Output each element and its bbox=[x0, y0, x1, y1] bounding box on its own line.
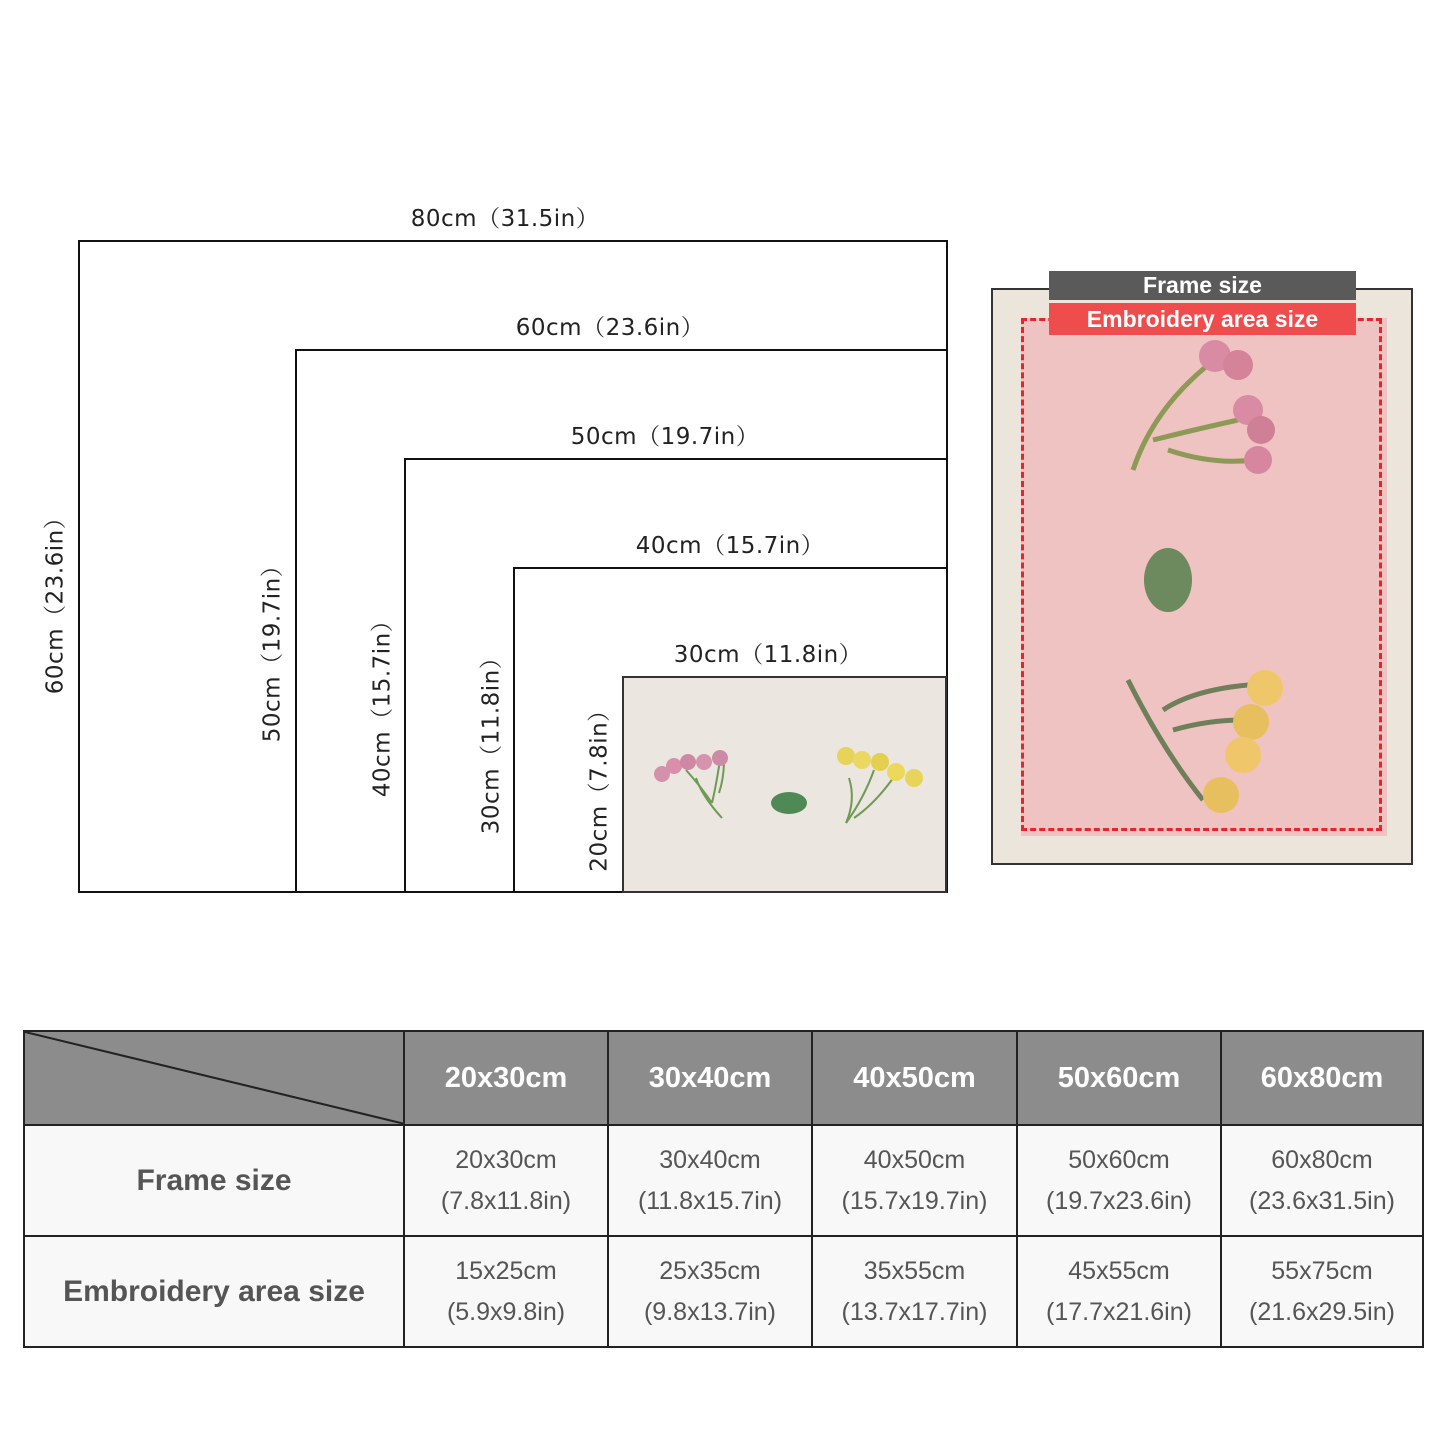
height-label-50: 50cm（19.7in） bbox=[259, 553, 286, 743]
embroidery-illustration-small bbox=[624, 678, 947, 893]
table-header-cell: 60x80cm bbox=[1221, 1031, 1423, 1125]
size-spec-table bbox=[23, 1030, 1424, 1348]
table-header-cell: 50x60cm bbox=[1017, 1031, 1221, 1125]
width-label-40: 40cm（15.7in） bbox=[635, 533, 825, 559]
width-label-60: 60cm（23.6in） bbox=[515, 315, 705, 341]
table-header-cell: 20x30cm bbox=[404, 1031, 608, 1125]
table-header-cell: 30x40cm bbox=[608, 1031, 812, 1125]
height-label-40: 40cm（15.7in） bbox=[369, 608, 396, 798]
embroidery-area-size-tag: Embroidery area size bbox=[1049, 303, 1356, 335]
width-label-80: 80cm（31.5in） bbox=[410, 206, 600, 232]
table-row bbox=[24, 1236, 1423, 1347]
height-label-60: 60cm（23.6in） bbox=[42, 505, 69, 695]
table-cell: 35x55cm (13.7x17.7in) bbox=[812, 1236, 1017, 1347]
table-cell: 20x30cm (7.8x11.8in) bbox=[404, 1125, 608, 1236]
row-label-frame-size: Frame size bbox=[24, 1125, 404, 1236]
width-label-30: 30cm（11.8in） bbox=[673, 642, 863, 668]
width-label-50: 50cm（19.7in） bbox=[570, 424, 760, 450]
table-cell: 15x25cm (5.9x9.8in) bbox=[404, 1236, 608, 1347]
table-cell: 40x50cm (15.7x19.7in) bbox=[812, 1125, 1017, 1236]
height-label-20: 20cm（7.8in） bbox=[586, 698, 613, 872]
table-cell: 60x80cm (23.6x31.5in) bbox=[1221, 1125, 1423, 1236]
height-label-30: 30cm（11.8in） bbox=[478, 645, 505, 835]
leaf-icon bbox=[771, 792, 807, 814]
embroidery-area-outline bbox=[1021, 318, 1382, 831]
row-label-embroidery-area-size: Embroidery area size bbox=[24, 1236, 404, 1347]
frame-size-tag: Frame size bbox=[1049, 271, 1356, 300]
table-row bbox=[24, 1125, 1423, 1236]
table-cell: 50x60cm (19.7x23.6in) bbox=[1017, 1125, 1221, 1236]
table-cell: 45x55cm (17.7x21.6in) bbox=[1017, 1236, 1221, 1347]
table-cell: 30x40cm (11.8x15.7in) bbox=[608, 1125, 812, 1236]
table-corner-cell bbox=[24, 1031, 404, 1125]
table-cell: 25x35cm (9.8x13.7in) bbox=[608, 1236, 812, 1347]
table-header-cell: 40x50cm bbox=[812, 1031, 1017, 1125]
table-header-row bbox=[24, 1031, 1423, 1125]
table-cell: 55x75cm (21.6x29.5in) bbox=[1221, 1236, 1423, 1347]
embroidery-photo-small bbox=[622, 676, 947, 893]
diagonal-divider bbox=[25, 1032, 405, 1124]
